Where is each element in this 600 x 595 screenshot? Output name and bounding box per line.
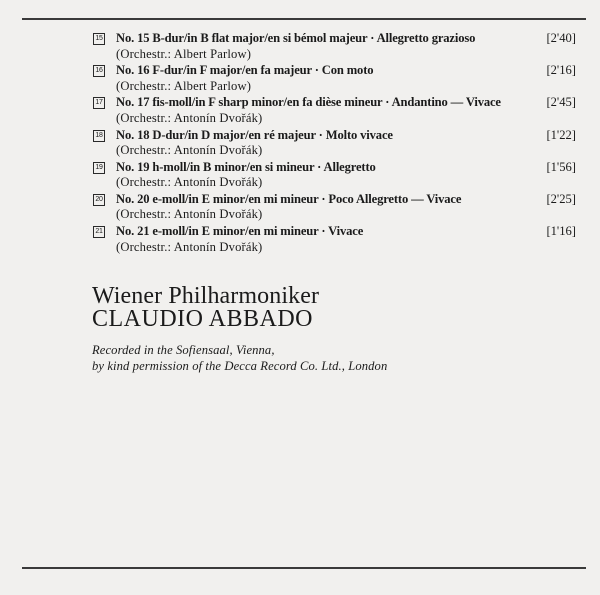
track-duration: [2'40] xyxy=(546,31,576,45)
track-duration: [1'16] xyxy=(546,224,576,239)
track-row xyxy=(93,128,583,160)
track-duration: [2'25] xyxy=(546,191,576,206)
track-orchestration: (Orchestr.: Antonín Dvořák) xyxy=(116,239,263,254)
conductor-name: CLAUDIO ABBADO xyxy=(92,306,314,332)
track-row xyxy=(93,192,583,224)
recording-note-line: Recorded in the Sofiensaal, Vienna, xyxy=(92,343,275,357)
track-number-box: 17 xyxy=(93,97,105,109)
bottom-rule xyxy=(22,567,586,569)
track-orchestration: (Orchestr.: Albert Parlow) xyxy=(116,78,252,93)
track-orchestration: (Orchestr.: Antonín Dvořák) xyxy=(116,110,263,125)
orchestra-name: Wiener Philharmoniker xyxy=(92,283,320,309)
track-number-box: 21 xyxy=(93,226,105,238)
track-number-box: 20 xyxy=(93,194,105,206)
recording-note xyxy=(92,343,387,374)
track-number-box: 15 xyxy=(93,33,105,45)
track-row xyxy=(93,31,583,63)
track-orchestration: (Orchestr.: Antonín Dvořák) xyxy=(116,207,263,222)
track-duration: [1'22] xyxy=(546,127,576,142)
track-duration: [1'56] xyxy=(546,159,576,174)
track-orchestration: (Orchestr.: Albert Parlow) xyxy=(116,46,252,61)
track-title: No. 20 e-moll/in E minor/en mi mineur · Poco Allegretto — Vivace xyxy=(116,191,462,206)
track-number-box: 19 xyxy=(93,162,105,174)
track-row xyxy=(93,95,583,127)
recording-note-line: by kind permission of the Decca Record Co. Ltd., London xyxy=(92,358,388,373)
track-title: No. 17 fis-moll/in F sharp minor/en fa dièse mineur · Andantino — Vivace xyxy=(116,95,501,110)
track-title: No. 19 h-moll/in B minor/en si mineur · Allegretto xyxy=(116,159,376,174)
track-title: No. 21 e-moll/in E minor/en mi mineur · Vivace xyxy=(116,224,364,239)
track-number-box: 18 xyxy=(93,130,105,142)
track-title: No. 15 B-dur/in B flat major/en si bémol majeur · Allegretto grazioso xyxy=(116,31,476,45)
top-rule xyxy=(22,18,586,20)
track-title: No. 16 F-dur/in F major/en fa majeur · Con moto xyxy=(116,63,374,78)
track-orchestration: (Orchestr.: Antonín Dvořák) xyxy=(116,143,263,158)
track-title: No. 18 D-dur/in D major/en ré majeur · Molto vivace xyxy=(116,127,393,142)
track-duration: [2'45] xyxy=(546,95,576,110)
track-row xyxy=(93,224,583,256)
tracklist xyxy=(93,31,583,256)
track-number-box: 16 xyxy=(93,65,105,77)
track-row xyxy=(93,160,583,192)
track-duration: [2'16] xyxy=(546,63,576,78)
track-orchestration: (Orchestr.: Antonín Dvořák) xyxy=(116,175,263,190)
track-row xyxy=(93,63,583,95)
